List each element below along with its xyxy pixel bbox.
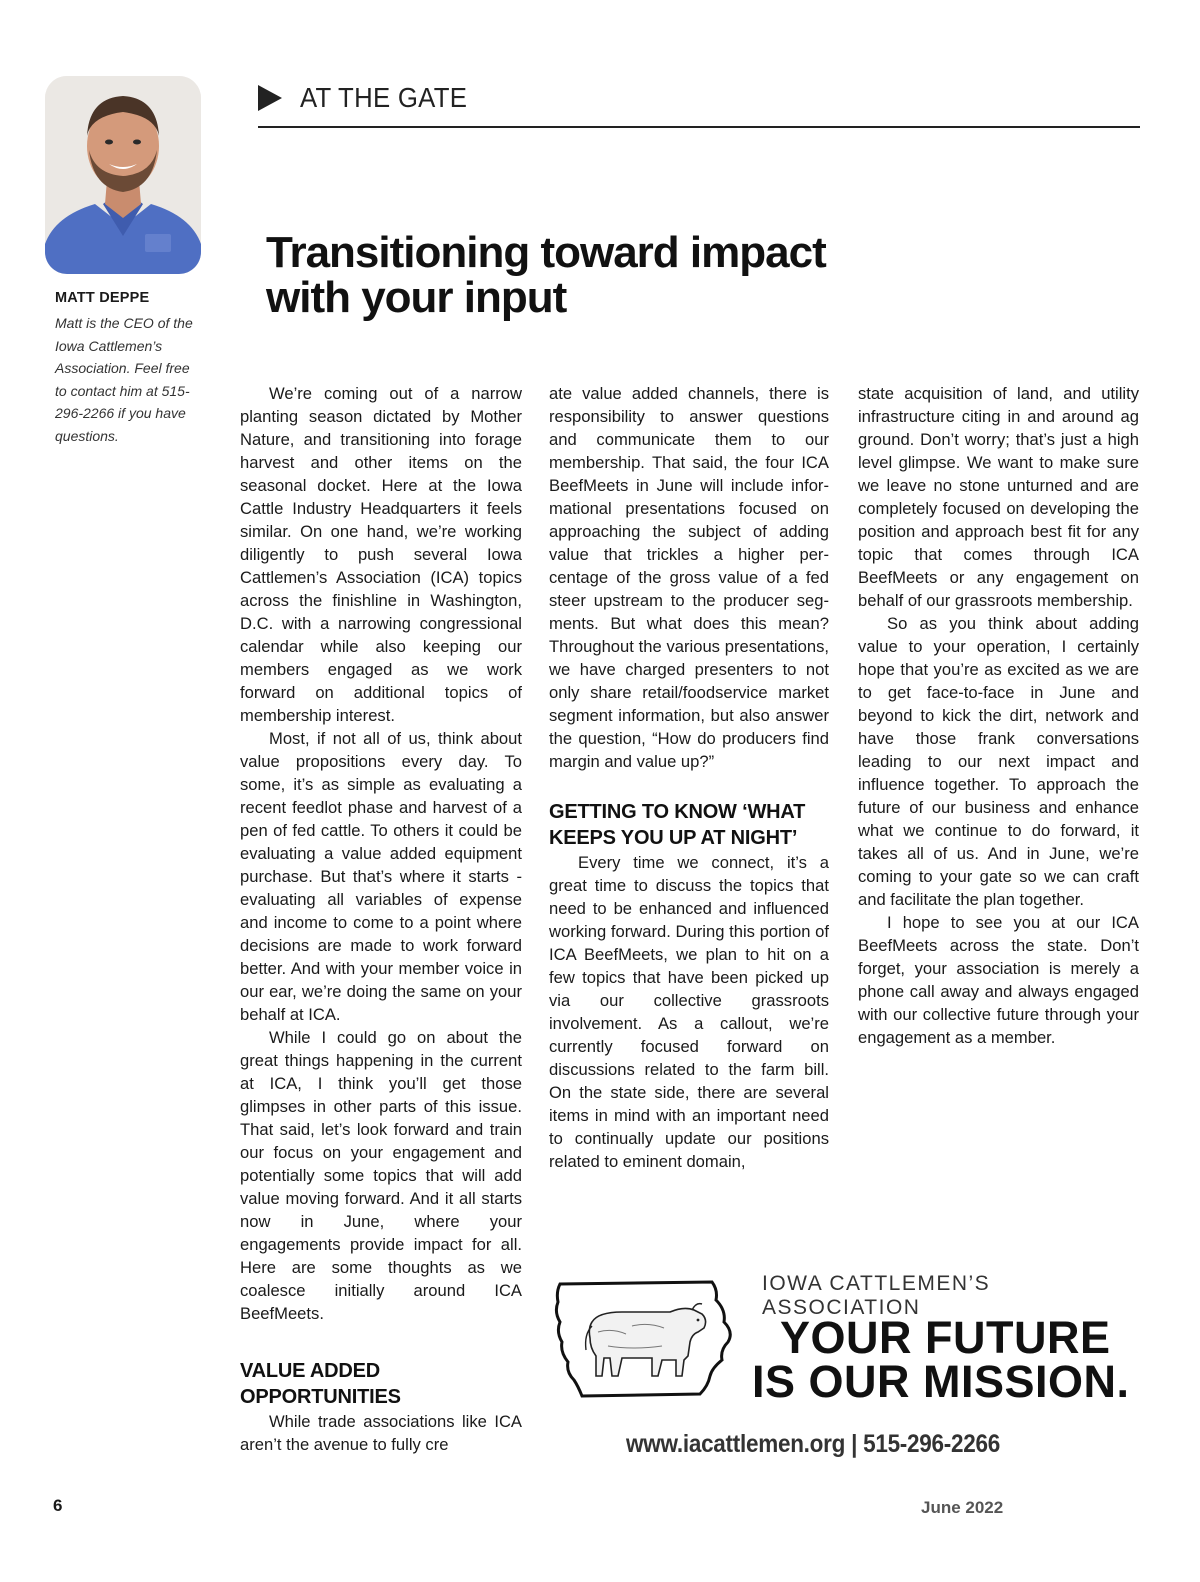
iowa-map-steer-icon [552, 1276, 738, 1404]
article-column-1 [240, 382, 522, 1456]
section-arrow-icon [258, 85, 282, 111]
paragraph: While trade associations like ICA aren’t the avenue to fully cre [240, 1412, 522, 1454]
ad-contact-link[interactable]: www.iacattlemen.org | 515-296-2266 [626, 1430, 1000, 1458]
article-column-2 [549, 382, 829, 1173]
article-headline [266, 230, 886, 320]
headline-line-2: with your input [266, 273, 567, 322]
ad-tagline-1: YOUR FUTURE [780, 1312, 1111, 1363]
paragraph: Every time we connect, it’s a great time to discuss the topics that need to be enhanced and influenced working forward. During this portion of ICA BeefMeets, we plan to hit on a few topics that have been picked up via our collective grassroots involvement. As a callout, we’re currently focused forward on discussions related to the farm bill. On the state side, there are several items in mind with an important need to continually update our positions related to eminent domain, [549, 853, 829, 1171]
ad-tagline-2: IS OUR MISSION. [752, 1356, 1130, 1407]
paragraph: We’re coming out of a narrow planting season dictated by Mother Nature, and transitioning into forage harvest and other items on the seasonal docket. Here at the Iowa Cattle Industry Headquarters it feels similar. On one hand, we’re working diligently to push several Iowa Cattlemen’s Association (ICA) topics across the finishline in Washington, D.C. with a narrowing congressional calendar while also keeping our members engaged as we work forward on additional topics of membership interest. [240, 384, 522, 725]
page-number: 6 [53, 1496, 63, 1515]
section-label: AT THE GATE [300, 82, 468, 113]
headline-line-1: Transitioning toward impact [266, 228, 826, 277]
paragraph: So as you think about adding value to your operation, I certainly hope that you’re as excited as we are to get face-to-face in June and beyond to kick the dirt, network and have those frank conversations leading to our next impact and influence together. To approach the future of our business and enhance what we continue to do forward, it takes all of us. And in June, we’re coming to your gate so we can craft and facilitate the plan together. [858, 614, 1139, 909]
ad-organization: IOWA CATTLEMEN’S ASSOCIATION [762, 1272, 991, 1319]
author-bio: Matt is the CEO of the Iowa Cattlemen’s Association. Feel free to contact him at 515-296-2266 if you have questions. [55, 315, 193, 444]
paragraph: ate value added channels, there is responsibility to answer questions and communicate them to our membership. That said, the four ICA BeefMeets in June will include informational presentations focused on approaching the subject of adding value that trickles a higher percentage of the gross value of a fed steer upstream to the producer segments. But what does this mean? Throughout the various presentations, we have charged presenters to not only share retail/foodservice market segment information, but also answer the question, “How do producers find margin and value up?” [549, 384, 829, 771]
paragraph: While I could go on about the great things happening in the current at ICA, I think you’ll get those glimpses in other parts of this issue. That said, let’s look forward and train our focus on your engagement and potentially some topics that will add value moving forward. And it all starts now in June, where your engagements provide impact for all. Here are some thoughts as we coalesce initially around ICA BeefMeets. [240, 1028, 522, 1323]
subhead-keeps-you-up: GETTING TO KNOW ‘WHAT KEEPS YOU UP AT NIGHT’ [549, 801, 806, 849]
author-photo [45, 76, 201, 274]
subhead-value-added: VALUE ADDED OPPORTUNITIES [240, 1360, 401, 1408]
section-divider [258, 126, 1140, 128]
author-name: MATT DEPPE [55, 290, 150, 306]
article-column-3 [858, 382, 1139, 1049]
section-header [258, 78, 482, 118]
issue-date: June 2022 [921, 1498, 1004, 1517]
ica-advertisement [548, 1262, 1140, 1482]
paragraph: state acquisition of land, and utility infrastructure citing in and around ag ground. Don’t worry; that’s just a high level glimpse. We want to make sure we leave no stone unturned and are completely focused on developing the position and approach best fit for any topic that comes through ICA BeefMeets or any engagement on behalf of our grassroots membership. [858, 384, 1139, 610]
paragraph: I hope to see you at our ICA BeefMeets across the state. Don’t forget, your association is merely a phone call away and always engaged with our collective future through your engagement as a member. [858, 913, 1139, 1047]
paragraph: Most, if not all of us, think about value propositions every day. To some, it’s as simple as evaluating a recent feedlot phase and harvest of a pen of fed cattle. To others it could be evaluating a value added equipment purchase. But that’s where it starts - evaluating all variables of expense and income to come to a point where decisions are made to work forward better. And with your member voice in our ear, we’re doing the same on your behalf at ICA. [240, 729, 522, 1024]
